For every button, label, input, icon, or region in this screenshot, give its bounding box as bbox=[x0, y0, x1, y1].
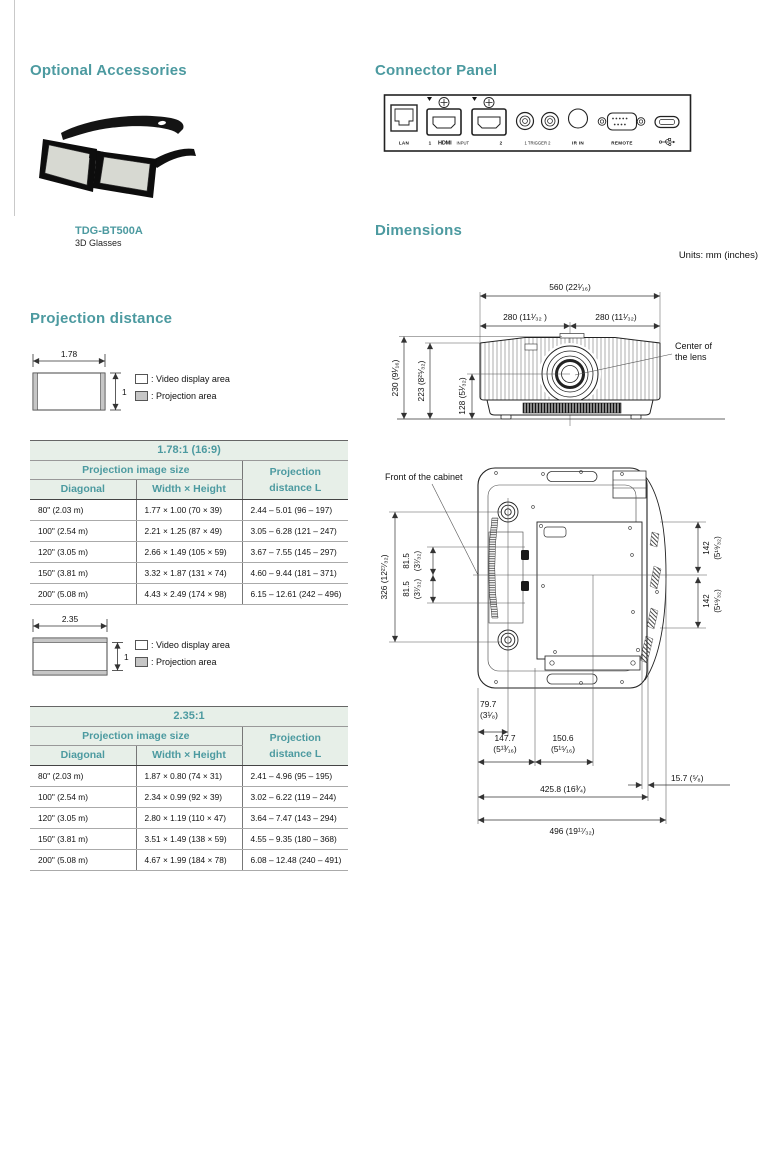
handle-slot-top bbox=[547, 472, 597, 482]
video-area-legend: : Video display area bbox=[151, 640, 230, 650]
dim-142-upper-value: 142 bbox=[702, 541, 711, 555]
projection-area-swatch bbox=[135, 391, 148, 401]
dim-326-label: 326 (12²⁷⁄₃₂) bbox=[379, 554, 389, 600]
section-title-dimensions: Dimensions bbox=[375, 222, 463, 239]
header-dist-line2: distance L bbox=[269, 482, 322, 494]
body-detail bbox=[525, 344, 537, 350]
foot-right bbox=[631, 415, 641, 419]
table-row bbox=[30, 850, 348, 871]
projection-area-right-bar bbox=[101, 373, 106, 410]
video-area-swatch bbox=[135, 374, 148, 384]
foot-left bbox=[501, 415, 511, 419]
hdmi-input-label: INPUT bbox=[456, 140, 470, 146]
header-projection-image-size: Projection image size bbox=[30, 461, 242, 480]
dim-797-frac: (3¹⁄₈) bbox=[480, 710, 498, 720]
remote-label: REMOTE bbox=[611, 140, 633, 146]
cell-distance: 3.05 – 6.28 (121 – 247) bbox=[242, 521, 348, 542]
table-row bbox=[30, 584, 348, 605]
center-lens-label-line2: the lens bbox=[675, 352, 707, 362]
cell-diagonal: 80" (2.03 m) bbox=[30, 500, 136, 521]
connector-panel-diagram bbox=[383, 92, 693, 156]
lan-label: LAN bbox=[398, 140, 410, 146]
dim-815-upper-frac: (3⁷⁄₃₂) bbox=[413, 550, 422, 572]
legend-235 bbox=[135, 638, 230, 669]
dim-128-label: 128 (5¹⁄₃₂) bbox=[457, 377, 467, 415]
base-grille bbox=[523, 403, 621, 413]
table-row bbox=[30, 766, 348, 787]
diagram-235-width-label: 2.35 bbox=[61, 614, 79, 624]
dim-142-lower-frac: (5¹⁹⁄₃₂) bbox=[713, 589, 722, 613]
product-description: 3D Glasses bbox=[75, 238, 122, 248]
cell-diagonal: 100" (2.54 m) bbox=[30, 787, 136, 808]
projection-area-left-bar bbox=[33, 373, 38, 410]
table-title-235: 2.35:1 bbox=[30, 707, 348, 727]
table-row bbox=[30, 542, 348, 563]
section-title-connector-panel: Connector Panel bbox=[375, 62, 498, 79]
diagram-169-height-label: 1 bbox=[122, 387, 127, 397]
dim-815-lower-value: 81.5 bbox=[402, 581, 411, 597]
cell-distance: 2.44 – 5.01 (96 – 197) bbox=[242, 500, 348, 521]
cell-diagonal: 80" (2.03 m) bbox=[30, 766, 136, 787]
dim-815-lower-frac: (3⁷⁄₃₂) bbox=[413, 578, 422, 600]
cell-distance: 3.64 – 7.47 (143 – 294) bbox=[242, 808, 348, 829]
cell-width-height: 2.21 × 1.25 (87 × 49) bbox=[136, 521, 242, 542]
cell-width-height: 4.67 × 1.99 (184 × 78) bbox=[136, 850, 242, 871]
dim-560-label: 560 (22¹⁄₁₆) bbox=[549, 282, 591, 292]
product-caption bbox=[75, 225, 143, 248]
ir-in-label: IR IN bbox=[572, 140, 584, 146]
projection-area-legend: : Projection area bbox=[151, 391, 217, 401]
diagram-169-width-label: 1.78 bbox=[60, 349, 78, 359]
usb-port-icon bbox=[655, 117, 679, 128]
video-display-area-169 bbox=[33, 373, 105, 410]
section-title-optional-accessories: Optional Accessories bbox=[30, 62, 187, 79]
header-diagonal: Diagonal bbox=[30, 746, 136, 766]
dim-4258-label: 425.8 (16³⁄₄) bbox=[540, 784, 586, 794]
trigger-label: 1 TRIGGER 2 bbox=[524, 140, 551, 146]
table-row bbox=[30, 787, 348, 808]
table-row bbox=[30, 563, 348, 584]
table-row bbox=[30, 829, 348, 850]
cell-diagonal: 100" (2.54 m) bbox=[30, 521, 136, 542]
video-area-legend: : Video display area bbox=[151, 374, 230, 384]
dim-142-lower-value: 142 bbox=[702, 594, 711, 608]
clip-top bbox=[521, 550, 529, 560]
cell-width-height: 2.34 × 0.99 (92 × 39) bbox=[136, 787, 242, 808]
cell-width-height: 2.66 × 1.49 (105 × 59) bbox=[136, 542, 242, 563]
cell-diagonal: 200" (5.08 m) bbox=[30, 584, 136, 605]
cell-width-height: 3.32 × 1.87 (131 × 74) bbox=[136, 563, 242, 584]
glasses-temple-arm-right bbox=[61, 116, 184, 140]
header-dist-line1: Projection bbox=[269, 731, 321, 744]
panel-slot bbox=[544, 527, 566, 537]
projection-area-swatch bbox=[135, 657, 148, 667]
cell-distance: 3.67 – 7.55 (145 – 297) bbox=[242, 542, 348, 563]
center-lens-label-line1: Center of bbox=[675, 341, 713, 351]
projection-table-235 bbox=[30, 706, 348, 871]
diagram-235-height-label: 1 bbox=[124, 652, 129, 662]
table-row bbox=[30, 500, 348, 521]
bottom-panel bbox=[537, 522, 642, 659]
cell-distance: 4.55 – 9.35 (180 – 368) bbox=[242, 829, 348, 850]
bottom-view-drawing bbox=[375, 440, 764, 860]
front-of-cabinet-label: Front of the cabinet bbox=[385, 472, 463, 482]
cell-distance: 6.08 – 12.48 (240 – 491) bbox=[242, 850, 348, 871]
cell-diagonal: 120" (3.05 m) bbox=[30, 808, 136, 829]
cell-width-height: 1.77 × 1.00 (70 × 39) bbox=[136, 500, 242, 521]
dim-230-label: 230 (9¹⁄₁₆) bbox=[390, 359, 400, 397]
units-note: Units: mm (inches) bbox=[678, 250, 758, 261]
hdmi-num1-label: 1 bbox=[428, 140, 432, 146]
legend-169 bbox=[135, 372, 230, 403]
cell-distance: 3.02 – 6.22 (119 – 244) bbox=[242, 787, 348, 808]
section-title-projection-distance: Projection distance bbox=[30, 310, 173, 327]
dim-1477-value: 147.7 bbox=[494, 733, 516, 743]
ir-in-icon bbox=[569, 109, 588, 128]
dim-1477-frac: (5¹³⁄₁₆) bbox=[493, 744, 517, 754]
dim-223-label: 223 (8²⁵⁄₃₂) bbox=[416, 360, 426, 402]
cell-diagonal: 200" (5.08 m) bbox=[30, 850, 136, 871]
front-callout-leader bbox=[432, 484, 478, 575]
dim-797-value: 79.7 bbox=[480, 699, 497, 709]
handle-slot-bottom bbox=[547, 674, 597, 684]
glasses-temple-arm-left bbox=[151, 149, 196, 168]
dim-157-label: 15.7 (⁵⁄₈) bbox=[671, 773, 704, 783]
page-edge-line bbox=[14, 0, 15, 216]
header-projection-distance bbox=[242, 461, 348, 500]
cell-diagonal: 150" (3.81 m) bbox=[30, 829, 136, 850]
table-title-169: 1.78:1 (16:9) bbox=[30, 441, 348, 461]
table-row bbox=[30, 521, 348, 542]
lamp-cover bbox=[545, 656, 640, 670]
dim-280-right-label: 280 (11¹⁄₃₂) bbox=[595, 312, 637, 322]
product-name: TDG-BT500A bbox=[75, 225, 143, 237]
dim-280-left-label: 280 (11¹⁄₃₂ ) bbox=[503, 312, 547, 322]
hdmi-num2-label: 2 bbox=[499, 140, 503, 146]
cell-distance: 6.15 – 12.61 (242 – 496) bbox=[242, 584, 348, 605]
header-projection-image-size: Projection image size bbox=[30, 727, 242, 746]
cell-width-height: 3.51 × 1.49 (138 × 59) bbox=[136, 829, 242, 850]
projection-area-legend: : Projection area bbox=[151, 657, 217, 667]
header-projection-distance bbox=[242, 727, 348, 766]
table-row bbox=[30, 808, 348, 829]
3d-glasses-image bbox=[33, 103, 213, 205]
video-display-area-235 bbox=[33, 638, 107, 675]
dim-815-upper-value: 81.5 bbox=[402, 553, 411, 569]
header-width-height: Width × Height bbox=[136, 746, 242, 766]
header-diagonal: Diagonal bbox=[30, 480, 136, 500]
cell-distance: 2.41 – 4.96 (95 – 195) bbox=[242, 766, 348, 787]
projection-diagram-235 bbox=[28, 608, 138, 693]
video-area-swatch bbox=[135, 640, 148, 650]
lan-port-icon bbox=[391, 105, 417, 131]
cell-width-height: 2.80 × 1.19 (110 × 47) bbox=[136, 808, 242, 829]
dim-1506-value: 150.6 bbox=[552, 733, 574, 743]
projection-area-top-bar bbox=[33, 638, 107, 643]
projection-diagram-169 bbox=[28, 340, 138, 422]
top-peak-detail bbox=[560, 334, 584, 339]
cell-diagonal: 120" (3.05 m) bbox=[30, 542, 136, 563]
cell-distance: 4.60 – 9.44 (181 – 371) bbox=[242, 563, 348, 584]
front-view-drawing bbox=[375, 270, 764, 438]
rear-recess bbox=[613, 471, 646, 498]
cell-diagonal: 150" (3.81 m) bbox=[30, 563, 136, 584]
dim-142-upper-frac: (5¹⁹⁄₃₂) bbox=[713, 536, 722, 560]
hdmi-logo-label: HDMI bbox=[438, 140, 452, 147]
dim-1506-frac: (5¹⁵⁄₁₆) bbox=[550, 744, 576, 754]
dim-496-label: 496 (19¹⁷⁄₃₂) bbox=[549, 826, 595, 836]
projection-table-169 bbox=[30, 440, 348, 605]
header-dist-line1: Projection bbox=[269, 465, 321, 478]
projection-area-bottom-bar bbox=[33, 671, 107, 676]
clip-bottom bbox=[521, 581, 529, 591]
cell-width-height: 4.43 × 2.49 (174 × 98) bbox=[136, 584, 242, 605]
cell-width-height: 1.87 × 0.80 (74 × 31) bbox=[136, 766, 242, 787]
header-width-height: Width × Height bbox=[136, 480, 242, 500]
header-dist-line2: distance L bbox=[269, 748, 322, 760]
